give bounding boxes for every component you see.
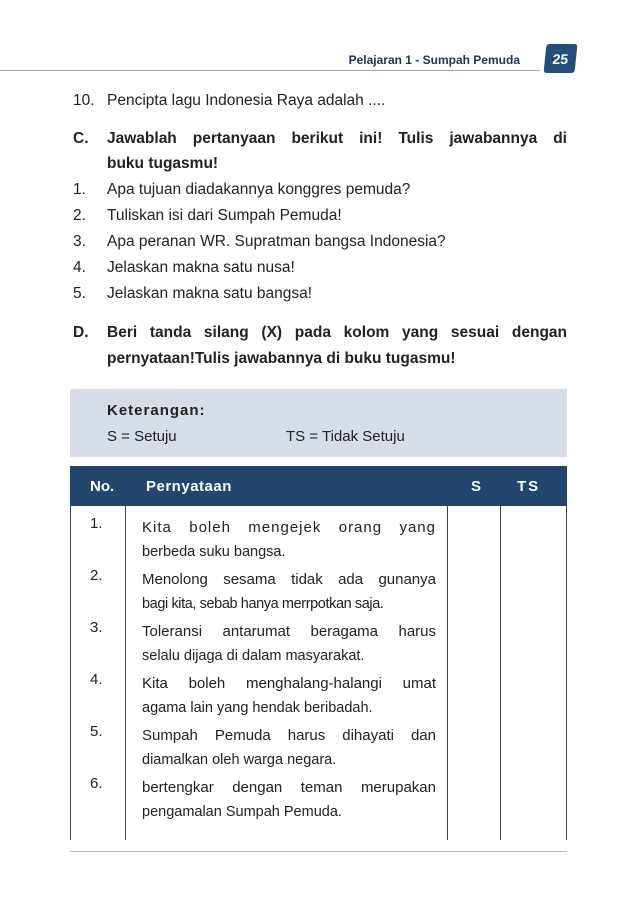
question-text: Tuliskan isi dari Sumpah Pemuda! <box>107 207 342 224</box>
legend-box <box>70 389 567 457</box>
question-number: 4. <box>73 259 86 276</box>
section-c-instruction-line1: Jawablah pertanyaan berikut ini! Tulis jawabannya di <box>107 130 567 147</box>
table-row <box>70 506 567 558</box>
legend-ts: TS = Tidak Setuju <box>286 428 405 445</box>
question-text: Apa tujuan diadakannya konggres pemuda? <box>107 181 411 198</box>
table-body <box>70 506 567 840</box>
statement-line2: bagi kita, sebab hanya merrpotkan saja. <box>142 596 384 612</box>
statement-line1: Kita boleh menghalang-halangi umat <box>142 675 436 692</box>
question-text: Apa peranan WR. Supratman bangsa Indonesia? <box>107 233 446 250</box>
row-number: 3. <box>90 619 103 636</box>
statement-line2: pengamalan Sumpah Pemuda. <box>142 804 342 820</box>
question-number: 10. <box>73 92 95 109</box>
row-number: 1. <box>90 515 103 532</box>
section-c-instruction-line2: buku tugasmu! <box>107 155 219 172</box>
legend-s: S = Setuju <box>107 428 177 445</box>
section-letter: D. <box>73 324 89 341</box>
table-row <box>70 766 567 818</box>
header-no: No. <box>90 478 115 495</box>
section-letter: C. <box>73 130 89 147</box>
question-number: 1. <box>73 181 86 198</box>
table-row <box>70 558 567 610</box>
question-text: Jelaskan makna satu nusa! <box>107 259 295 276</box>
table-header <box>70 466 567 506</box>
table-row <box>70 714 567 766</box>
question-number: 2. <box>73 207 86 224</box>
statement-line1: Kita boleh mengejek orang yang <box>142 519 436 536</box>
row-number: 5. <box>90 723 103 740</box>
statement-line2: agama lain yang hendak beribadah. <box>142 700 373 716</box>
statement-line1: bertengkar dengan teman merupakan <box>142 779 436 796</box>
header-ts: TS <box>517 478 541 495</box>
statement-line2: diamalkan oleh warga negara. <box>142 752 337 768</box>
statement-line2: berbeda suku bangsa. <box>142 544 286 560</box>
question-number: 3. <box>73 233 86 250</box>
row-statement <box>142 775 436 825</box>
statement-line1: Menolong sesama tidak ada gunanya <box>142 571 436 588</box>
question-number: 5. <box>73 285 86 302</box>
row-number: 6. <box>90 775 103 792</box>
section-d-instruction-line2: pernyataan!Tulis jawabannya di buku tugasmu! <box>107 350 456 367</box>
table-row <box>70 662 567 714</box>
page-number-badge: 25 <box>543 44 577 73</box>
section-d-instruction-line1: Beri tanda silang (X) pada kolom yang sesuai dengan <box>107 324 567 341</box>
row-number: 2. <box>90 567 103 584</box>
table-row <box>70 610 567 662</box>
statement-line1: Sumpah Pemuda harus dihayati dan <box>142 727 436 744</box>
table-bottom-rule <box>70 851 567 852</box>
statement-line2: selalu dijaga di dalam masyarakat. <box>142 648 365 664</box>
header-statement: Pernyataan <box>146 478 232 495</box>
statement-line1: Toleransi antarumat beragama harus <box>142 623 436 640</box>
question-text: Pencipta lagu Indonesia Raya adalah .... <box>107 92 386 109</box>
header-s: S <box>471 478 482 495</box>
row-number: 4. <box>90 671 103 688</box>
chapter-title: Pelajaran 1 - Sumpah Pemuda <box>348 53 520 67</box>
legend-title: Keterangan: <box>107 402 206 419</box>
header-rule <box>0 70 540 71</box>
question-text: Jelaskan makna satu bangsa! <box>107 285 313 302</box>
